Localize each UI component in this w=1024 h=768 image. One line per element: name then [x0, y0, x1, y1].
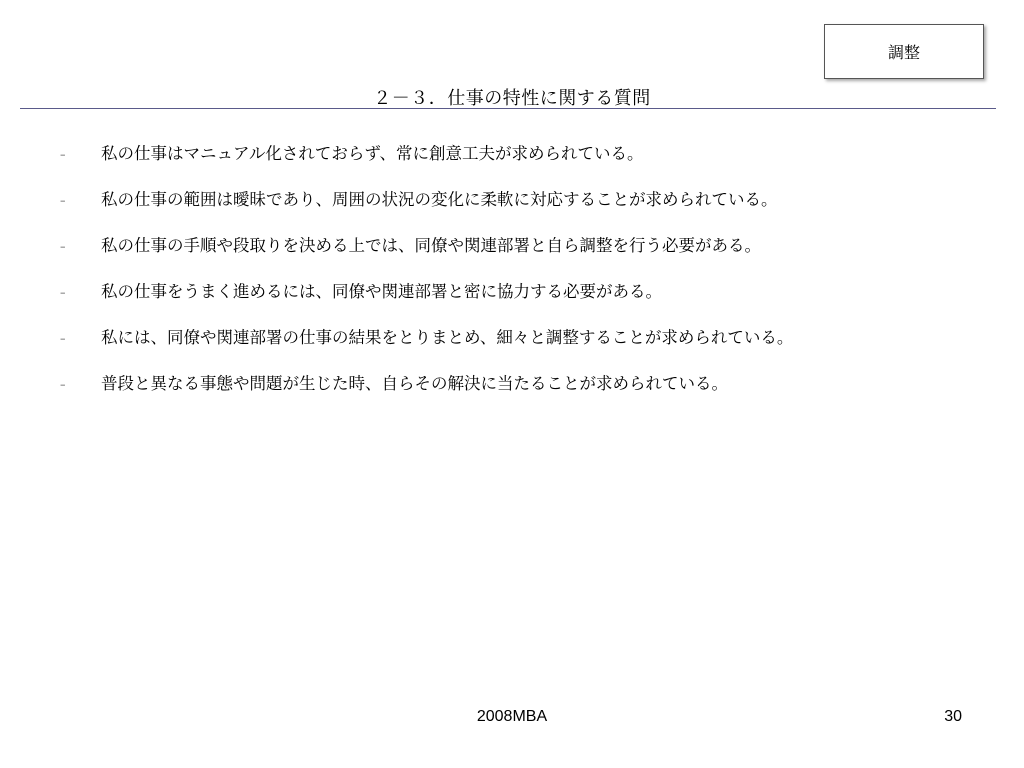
question-text: 私の仕事の範囲は曖昧であり、周囲の状況の変化に柔軟に対応することが求められている。	[101, 190, 778, 209]
bullet-dash-icon: –	[60, 148, 66, 161]
list-item	[60, 372, 1000, 418]
slide-title: ２－３．仕事の特性に関する質問	[373, 88, 651, 109]
page-number: 30	[944, 708, 962, 725]
question-text: 私の仕事の手順や段取りを決める上では、同僚や関連部署と自ら調整を行う必要がある。	[101, 236, 761, 255]
list-item	[60, 280, 1000, 326]
list-item	[60, 234, 1000, 280]
question-text: 私には、同僚や関連部署の仕事の結果をとりまとめ、細々と調整することが求められている。	[101, 328, 794, 347]
question-text: 私の仕事はマニュアル化されておらず、常に創意工夫が求められている。	[101, 144, 644, 163]
question-text: 私の仕事をうまく進めるには、同僚や関連部署と密に協力する必要がある。	[101, 282, 662, 301]
bullet-dash-icon: –	[60, 240, 66, 253]
bullet-dash-icon: –	[60, 332, 66, 345]
list-item	[60, 142, 1000, 188]
list-item	[60, 326, 1000, 372]
bullet-dash-icon: –	[60, 194, 66, 207]
footer-label: 2008MBA	[476, 708, 548, 725]
list-item	[60, 188, 1000, 234]
title-divider	[20, 108, 996, 109]
question-text: 普段と異なる事態や問題が生じた時、自らその解決に当たることが求められている。	[101, 374, 728, 393]
question-list	[60, 142, 1000, 418]
category-tag-label: 調整	[887, 43, 920, 62]
category-tag-box	[824, 24, 984, 79]
bullet-dash-icon: –	[60, 378, 66, 391]
bullet-dash-icon: –	[60, 286, 66, 299]
